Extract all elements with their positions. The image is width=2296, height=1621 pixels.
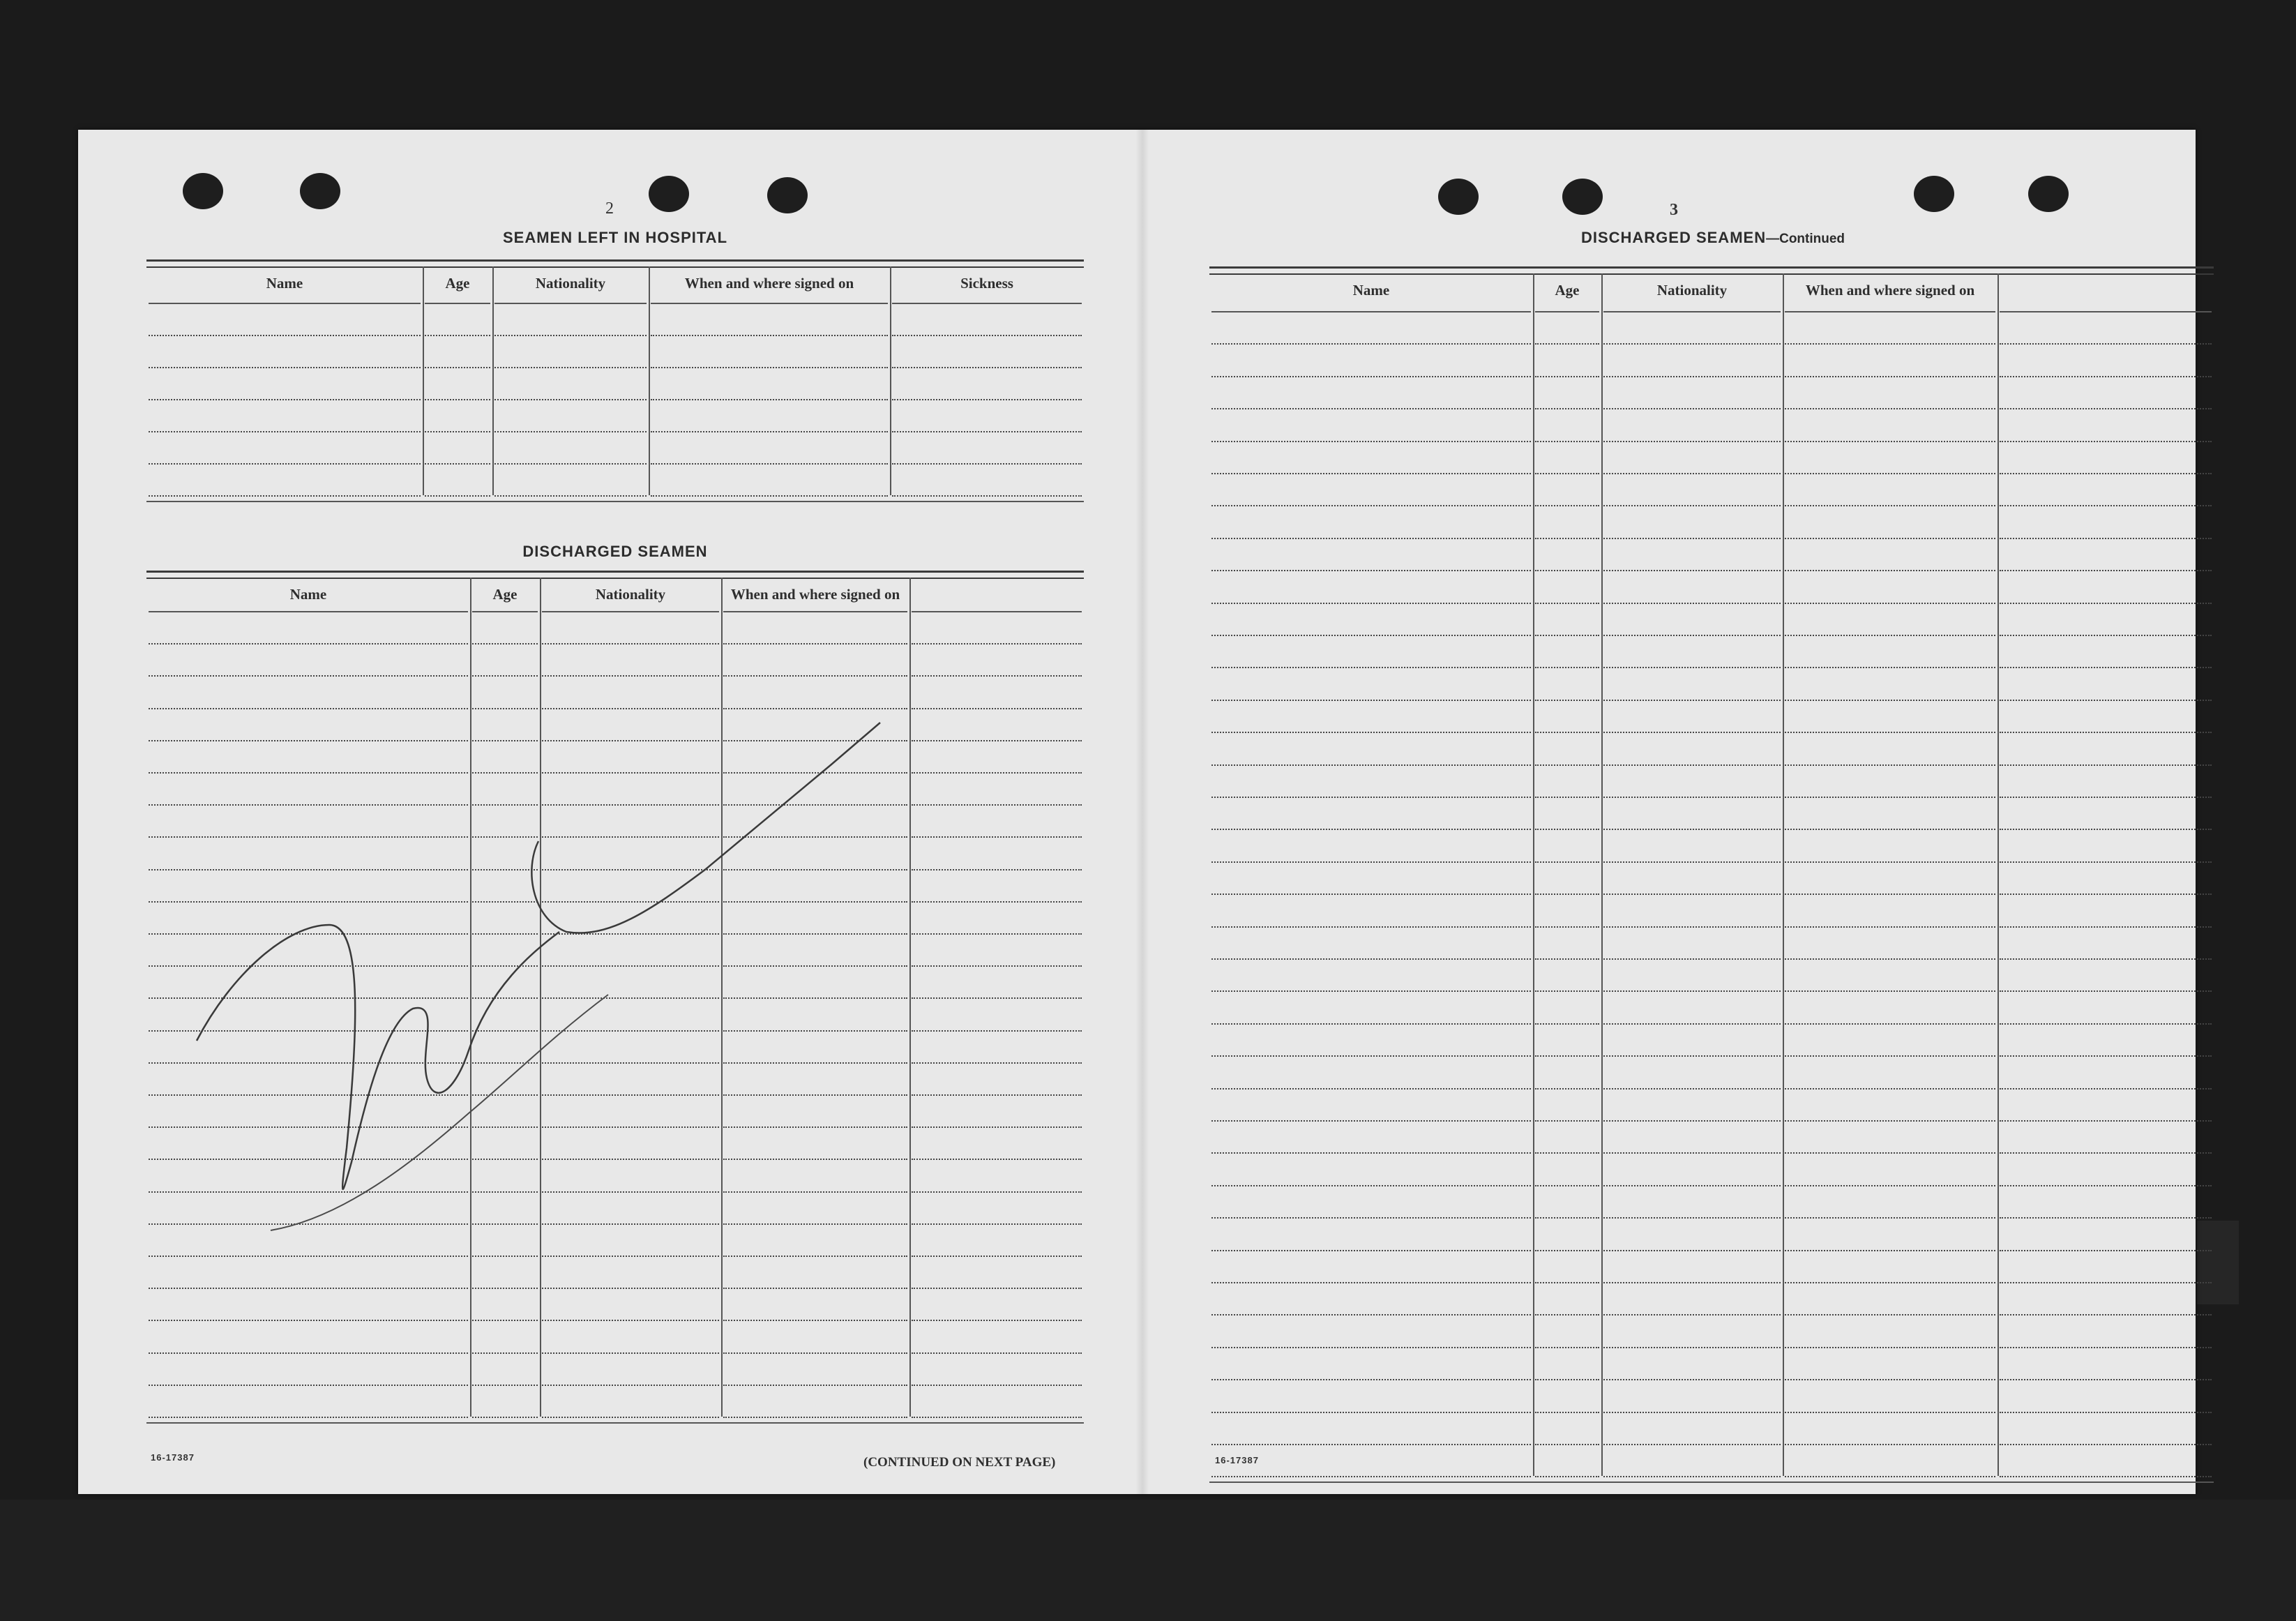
- row-line: [1603, 894, 1781, 895]
- column-divider: [1997, 273, 1999, 1476]
- column-header: Nationality: [535, 275, 606, 292]
- row-line: [1785, 1379, 1995, 1380]
- row-line: [1211, 505, 1531, 506]
- row-line: [2000, 1152, 2212, 1154]
- row-line: [1211, 376, 1531, 377]
- row-line: [1785, 1185, 1995, 1186]
- row-line: [2000, 990, 2212, 992]
- column-header: Age: [445, 275, 470, 292]
- row-line: [1785, 764, 1995, 766]
- row-line: [1785, 1444, 1995, 1445]
- row-line: [1535, 732, 1599, 733]
- row-line: [1603, 408, 1781, 409]
- punch-hole: [1438, 179, 1479, 215]
- row-line: [2000, 1282, 2212, 1283]
- row-line: [1211, 667, 1531, 668]
- row-line: [2000, 1250, 2212, 1251]
- row-line: [1535, 1347, 1599, 1348]
- row-line: [1211, 1412, 1531, 1413]
- row-line: [1211, 797, 1531, 798]
- document-sheet: [78, 130, 2196, 1494]
- row-line: [1603, 1023, 1781, 1025]
- row-line: [1603, 505, 1781, 506]
- column-header: Name: [266, 275, 303, 292]
- punch-hole: [1914, 176, 1954, 212]
- row-line: [1211, 441, 1531, 442]
- row-line: [2000, 1347, 2212, 1348]
- column-header: Sickness: [960, 275, 1013, 292]
- row-line: [1785, 603, 1995, 604]
- row-line: [1603, 1152, 1781, 1154]
- row-line: [1785, 1023, 1995, 1025]
- table-bottom-rule: [1209, 1481, 2214, 1483]
- page-fold: [1135, 130, 1149, 1494]
- row-line: [1603, 700, 1781, 701]
- row-line: [1211, 635, 1531, 636]
- row-line: [2000, 1185, 2212, 1186]
- column-header: Name: [289, 586, 327, 603]
- row-line: [1535, 1412, 1599, 1413]
- row-line: [2000, 603, 2212, 604]
- row-line: [1535, 764, 1599, 766]
- row-line: [1785, 732, 1995, 733]
- row-line: [1535, 829, 1599, 830]
- row-line: [1785, 958, 1995, 960]
- row-line: [1211, 1088, 1531, 1090]
- row-line: [1535, 376, 1599, 377]
- row-line: [1211, 958, 1531, 960]
- row-line: [1603, 926, 1781, 928]
- row-line: [2000, 1379, 2212, 1380]
- row-line: [2000, 1217, 2212, 1219]
- row-line: [1603, 635, 1781, 636]
- column-header: Nationality: [1656, 282, 1728, 299]
- row-line: [2000, 441, 2212, 442]
- discharged-section-title: DISCHARGED SEAMEN: [522, 543, 708, 560]
- row-line: [1211, 408, 1531, 409]
- row-line: [1211, 1217, 1531, 1219]
- row-line: [1785, 441, 1995, 442]
- row-line: [1535, 635, 1599, 636]
- row-line: [1785, 990, 1995, 992]
- row-line: [1603, 958, 1781, 960]
- row-line: [1785, 473, 1995, 474]
- row-line: [1603, 1412, 1781, 1413]
- row-line: [1603, 1120, 1781, 1122]
- row-line: [2000, 861, 2212, 863]
- row-line: [2000, 700, 2212, 701]
- column-divider: [1783, 273, 1784, 1476]
- row-line: [1535, 538, 1599, 539]
- row-line: [2000, 505, 2212, 506]
- row-line: [2000, 1120, 2212, 1122]
- row-line: [1603, 764, 1781, 766]
- row-line: [2000, 732, 2212, 733]
- row-line: [1603, 1444, 1781, 1445]
- row-line: [1603, 667, 1781, 668]
- row-line: [2000, 376, 2212, 377]
- row-line: [1211, 764, 1531, 766]
- row-line: [1785, 1250, 1995, 1251]
- discharged-continued-title-main: DISCHARGED SEAMEN: [1580, 229, 1767, 246]
- row-line: [2000, 343, 2212, 345]
- row-line: [1535, 700, 1599, 701]
- row-line: [2000, 1023, 2212, 1025]
- row-line: [1211, 538, 1531, 539]
- row-line: [1211, 1250, 1531, 1251]
- row-line: [1785, 1152, 1995, 1154]
- row-line: [1211, 1023, 1531, 1025]
- row-line: [2000, 764, 2212, 766]
- row-line: [1603, 570, 1781, 571]
- row-line: [1535, 1088, 1599, 1090]
- row-line: [1535, 958, 1599, 960]
- row-line: [1535, 1250, 1599, 1251]
- row-line: [1785, 700, 1995, 701]
- row-line: [1785, 538, 1995, 539]
- row-line: [1603, 732, 1781, 733]
- row-line: [1535, 505, 1599, 506]
- row-line: [1603, 538, 1781, 539]
- row-line: [1535, 1023, 1599, 1025]
- punch-hole: [2028, 176, 2069, 212]
- row-line: [1211, 700, 1531, 701]
- row-line: [1785, 861, 1995, 863]
- row-line: [2000, 797, 2212, 798]
- column-header: When and where signed on: [684, 275, 854, 292]
- row-line: [2000, 538, 2212, 539]
- row-line: [1785, 1217, 1995, 1219]
- row-line: [1535, 926, 1599, 928]
- row-line: [1211, 1379, 1531, 1380]
- column-divider: [1533, 273, 1534, 1476]
- row-line: [1785, 1120, 1995, 1122]
- punch-hole: [1562, 179, 1603, 215]
- row-line: [1535, 990, 1599, 992]
- row-line: [1785, 1055, 1995, 1057]
- row-line: [1785, 343, 1995, 345]
- header-underline: [1211, 311, 1531, 312]
- row-line: [1535, 441, 1599, 442]
- discharged-continued-suffix: —Continued: [1766, 232, 1845, 246]
- row-line: [2000, 958, 2212, 960]
- row-line: [1535, 1217, 1599, 1219]
- row-line: [1535, 570, 1599, 571]
- row-line: [1535, 1314, 1599, 1315]
- row-line: [2000, 1476, 2212, 1477]
- row-line: [1603, 1314, 1781, 1315]
- row-line: [1211, 1282, 1531, 1283]
- row-line: [1603, 1347, 1781, 1348]
- row-line: [1603, 603, 1781, 604]
- row-line: [1535, 473, 1599, 474]
- row-line: [1603, 1379, 1781, 1380]
- row-line: [1603, 1055, 1781, 1057]
- column-header: Name: [1352, 282, 1390, 299]
- column-header: When and where signed on: [1805, 282, 1975, 299]
- row-line: [1211, 861, 1531, 863]
- row-line: [2000, 1314, 2212, 1315]
- row-line: [1211, 1314, 1531, 1315]
- row-line: [1603, 1185, 1781, 1186]
- row-line: [1785, 667, 1995, 668]
- row-line: [1785, 1314, 1995, 1315]
- row-line: [1211, 1476, 1531, 1477]
- continued-top-rule: [1209, 266, 2214, 275]
- row-line: [1535, 1282, 1599, 1283]
- row-line: [1535, 1120, 1599, 1122]
- row-line: [2000, 926, 2212, 928]
- header-underline: [1535, 311, 1599, 312]
- row-line: [2000, 1055, 2212, 1057]
- row-line: [1535, 1476, 1599, 1477]
- row-line: [1211, 570, 1531, 571]
- row-line: [1211, 894, 1531, 895]
- row-line: [1535, 1379, 1599, 1380]
- header-underline: [1603, 311, 1781, 312]
- row-line: [1785, 376, 1995, 377]
- column-header: Age: [1555, 282, 1580, 299]
- row-line: [2000, 667, 2212, 668]
- row-line: [2000, 635, 2212, 636]
- row-line: [1603, 990, 1781, 992]
- row-line: [1211, 473, 1531, 474]
- row-line: [1535, 603, 1599, 604]
- row-line: [1785, 797, 1995, 798]
- row-line: [1785, 1347, 1995, 1348]
- discharged-continued-title: [1211, 229, 2215, 247]
- row-line: [1603, 1282, 1781, 1283]
- row-line: [1603, 1217, 1781, 1219]
- row-line: [1535, 408, 1599, 409]
- continued-note: (CONTINUED ON NEXT PAGE): [863, 1455, 1056, 1470]
- row-line: [1211, 343, 1531, 345]
- page-number-left: 2: [605, 199, 614, 218]
- row-line: [1603, 473, 1781, 474]
- header-underline: [1785, 311, 1995, 312]
- row-line: [1211, 990, 1531, 992]
- hospital-section-title: SEAMEN LEFT IN HOSPITAL: [502, 229, 728, 246]
- row-line: [1603, 1250, 1781, 1251]
- row-line: [1211, 1185, 1531, 1186]
- row-line: [2000, 1088, 2212, 1090]
- row-line: [1211, 1347, 1531, 1348]
- form-number-right: 16-17387: [1215, 1455, 1259, 1465]
- row-line: [1603, 1476, 1781, 1477]
- row-line: [1211, 1055, 1531, 1057]
- row-line: [1535, 1185, 1599, 1186]
- row-line: [1785, 1088, 1995, 1090]
- row-line: [1785, 1282, 1995, 1283]
- row-line: [2000, 408, 2212, 409]
- row-line: [1211, 603, 1531, 604]
- row-line: [1211, 829, 1531, 830]
- row-line: [2000, 570, 2212, 571]
- row-line: [1785, 1412, 1995, 1413]
- row-line: [1603, 797, 1781, 798]
- row-line: [1785, 570, 1995, 571]
- row-line: [1603, 376, 1781, 377]
- row-line: [1785, 635, 1995, 636]
- row-line: [1535, 861, 1599, 863]
- row-line: [1785, 894, 1995, 895]
- row-line: [1535, 343, 1599, 345]
- column-header: When and where signed on: [730, 586, 900, 603]
- row-line: [2000, 894, 2212, 895]
- row-line: [1211, 732, 1531, 733]
- row-line: [1211, 1444, 1531, 1445]
- page-number-right: 3: [1670, 201, 1678, 219]
- row-line: [1535, 894, 1599, 895]
- column-header: Nationality: [595, 586, 666, 603]
- row-line: [1535, 1152, 1599, 1154]
- row-line: [1211, 926, 1531, 928]
- row-line: [1535, 797, 1599, 798]
- row-line: [1535, 1444, 1599, 1445]
- row-line: [2000, 1412, 2212, 1413]
- row-line: [1785, 1476, 1995, 1477]
- row-line: [1785, 829, 1995, 830]
- signature-scrawl: [78, 130, 1124, 1455]
- row-line: [1603, 829, 1781, 830]
- column-header: Age: [492, 586, 518, 603]
- row-line: [1603, 861, 1781, 863]
- row-line: [1785, 926, 1995, 928]
- header-underline: [2000, 311, 2212, 312]
- row-line: [1535, 1055, 1599, 1057]
- row-line: [1211, 1120, 1531, 1122]
- row-line: [1603, 1088, 1781, 1090]
- row-line: [1785, 408, 1995, 409]
- row-line: [1785, 505, 1995, 506]
- row-line: [2000, 1444, 2212, 1445]
- row-line: [1603, 441, 1781, 442]
- row-line: [1211, 1152, 1531, 1154]
- row-line: [1603, 343, 1781, 345]
- column-divider: [1601, 273, 1603, 1476]
- row-line: [1535, 667, 1599, 668]
- form-number-left: 16-17387: [151, 1452, 195, 1463]
- row-line: [2000, 829, 2212, 830]
- row-line: [2000, 473, 2212, 474]
